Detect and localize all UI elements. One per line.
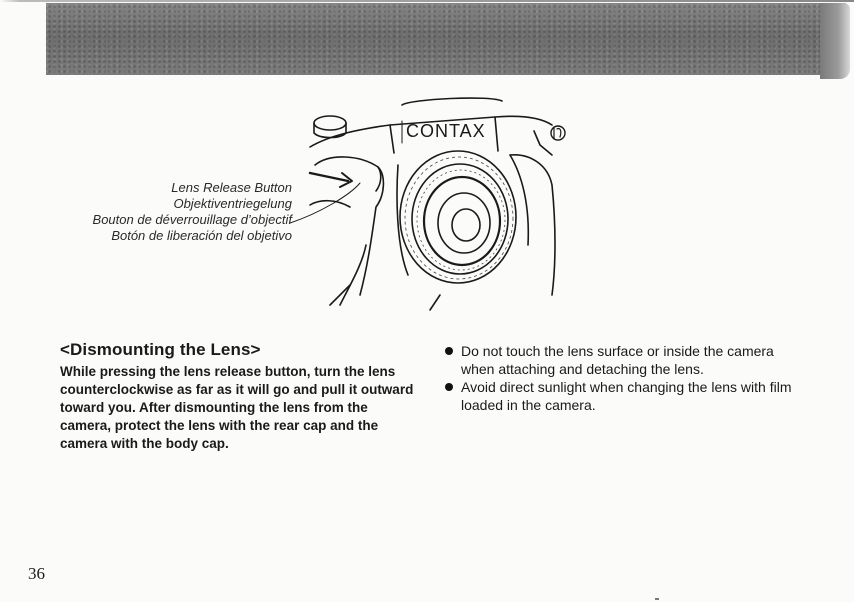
callout-label-de: Objektiventriegelung <box>173 196 292 211</box>
lens-release-callout <box>60 180 292 244</box>
dismounting-section <box>60 340 420 453</box>
note-item <box>444 342 804 378</box>
banner-tab <box>820 3 850 79</box>
banner-edge-line <box>0 0 854 2</box>
callout-label-fr: Bouton de déverrouillage d’objectif <box>92 212 292 227</box>
section-instructions: While pressing the lens release button, turn the lens counterclockwise as far as it will go and pull it outward toward you. After dismounting the lens from the camera, protect the lens with the rear cap and the camera with the body cap. <box>60 364 414 451</box>
note-text: Do not touch the lens surface or inside the camera when attaching and detaching the lens. <box>461 343 774 377</box>
callout-label-en: Lens Release Button <box>171 180 292 195</box>
note-text: Avoid direct sunlight when changing the lens with film loaded in the camera. <box>461 379 792 413</box>
camera-lens-illustration <box>290 95 590 315</box>
scan-speck <box>655 598 659 600</box>
callout-label-es: Botón de liberación del objetivo <box>111 228 292 243</box>
header-banner <box>46 3 846 75</box>
section-heading: <Dismounting the Lens> <box>60 340 261 359</box>
bullet-icon <box>445 383 453 391</box>
page-number: 36 <box>28 564 45 583</box>
notes-list <box>444 342 804 414</box>
brand-label: CONTAX <box>406 121 486 141</box>
note-item <box>444 378 804 414</box>
bullet-icon <box>445 347 453 355</box>
